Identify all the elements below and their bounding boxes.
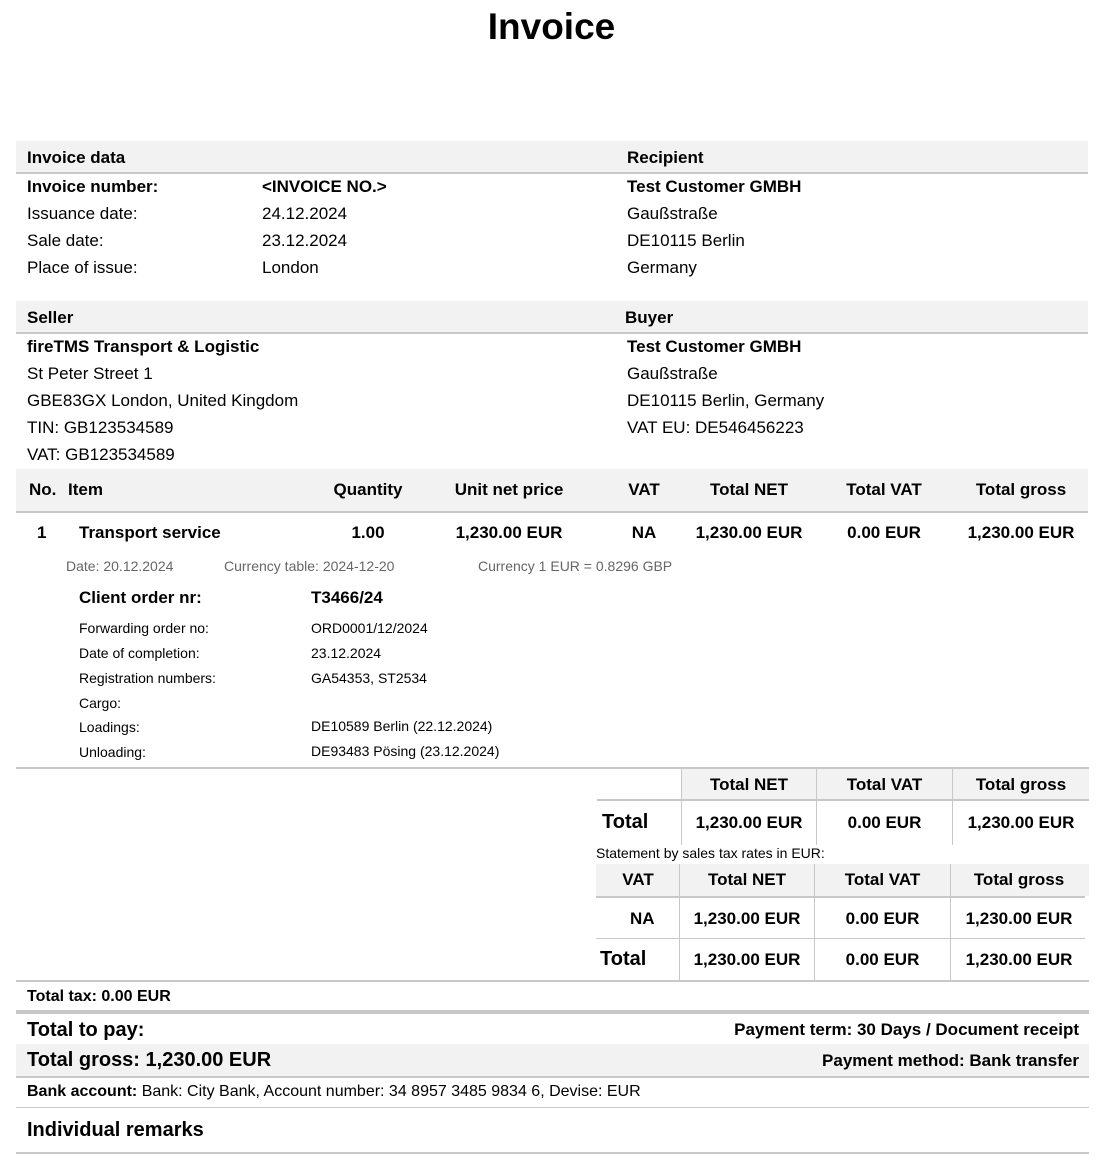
item-total-net: 1,230.00 EUR	[695, 523, 803, 542]
tax-total-gross: 1,230.00 EUR	[965, 950, 1073, 969]
col-header-total-vat: Total VAT	[846, 480, 922, 499]
item-unit-net-price: 1,230.00 EUR	[455, 523, 563, 542]
tax-header-vat: VAT	[622, 870, 654, 889]
recipient-country: Germany	[627, 258, 697, 277]
invoice-number-value: <INVOICE NO.>	[262, 177, 387, 196]
item-quantity: 1.00	[351, 523, 385, 542]
total-tax: Total tax: 0.00 EUR	[27, 988, 171, 1005]
sale-date-label: Sale date:	[27, 231, 104, 250]
invoice-data-heading: Invoice data	[27, 148, 126, 167]
tax-row-vat: NA	[630, 909, 655, 928]
seller-city: GBE83GX London, United Kingdom	[27, 391, 299, 410]
bank-account-value: Bank: City Bank, Account number: 34 8957 3485 9834 6, Devise: EUR	[137, 1083, 641, 1100]
completion-date-label: Date of completion:	[79, 645, 200, 661]
tax-row-vat-amount: 0.00 EUR	[845, 909, 920, 928]
unloading-label: Unloading:	[79, 744, 146, 760]
divider	[16, 332, 1088, 334]
completion-date-value: 23.12.2024	[311, 645, 382, 661]
buyer-heading: Buyer	[625, 308, 674, 327]
forwarding-order-value: ORD0001/12/2024	[311, 620, 428, 636]
col-header-total-net: Total NET	[709, 480, 789, 499]
item-total-vat: 0.00 EUR	[847, 523, 921, 542]
bank-account	[27, 1083, 641, 1101]
divider	[597, 799, 1089, 801]
unloading-value: DE93483 Pösing (23.12.2024)	[311, 743, 500, 759]
divider	[16, 980, 1089, 982]
registration-numbers-label: Registration numbers:	[79, 670, 216, 686]
seller-name: fireTMS Transport & Logistic	[27, 337, 260, 356]
tax-row-net: 1,230.00 EUR	[693, 909, 801, 928]
invoice-data-header-band	[16, 141, 1088, 172]
client-order-value: T3466/24	[311, 588, 383, 607]
col-header-item: Item	[68, 480, 103, 499]
issuance-date-label: Issuance date:	[27, 204, 138, 223]
divider	[596, 938, 1085, 939]
cargo-label: Cargo:	[79, 695, 122, 711]
divider	[16, 1076, 1089, 1078]
tax-statement-caption: Statement by sales tax rates in EUR:	[596, 845, 825, 861]
recipient-city: DE10115 Berlin	[627, 231, 745, 250]
tax-header-net: Total NET	[707, 870, 787, 889]
tax-total-net: 1,230.00 EUR	[693, 950, 801, 969]
divider	[16, 1152, 1089, 1154]
totals-label: Total	[602, 811, 649, 833]
total-to-pay-label: Total to pay:	[27, 1019, 145, 1041]
item-currency-table: Currency table: 2024-12-20	[224, 558, 395, 574]
tax-header-vat-amount: Total VAT	[844, 870, 921, 889]
divider	[596, 896, 1085, 898]
payment-term: Payment term: 30 Days / Document receipt	[734, 1020, 1079, 1039]
buyer-street: Gaußstraße	[627, 364, 718, 383]
invoice-number-label: Invoice number:	[27, 177, 159, 196]
item-currency-rate: Currency 1 EUR = 0.8296 GBP	[478, 558, 673, 574]
totals-gross: 1,230.00 EUR	[967, 813, 1075, 832]
totals-header-gross: Total gross	[975, 775, 1067, 794]
issuance-date-value: 24.12.2024	[262, 204, 348, 223]
totals-header-net: Total NET	[709, 775, 789, 794]
divider	[16, 1010, 1089, 1014]
payment-method: Payment method: Bank transfer	[822, 1051, 1079, 1070]
totals-net: 1,230.00 EUR	[695, 813, 803, 832]
col-header-no: No.	[29, 480, 57, 499]
forwarding-order-label: Forwarding order no:	[79, 620, 209, 636]
seller-heading: Seller	[27, 308, 74, 327]
item-date: Date: 20.12.2024	[66, 558, 174, 574]
seller-buyer-header-band	[16, 301, 1088, 332]
recipient-name: Test Customer GMBH	[627, 177, 802, 196]
divider	[16, 172, 1088, 174]
individual-remarks-heading: Individual remarks	[27, 1119, 204, 1141]
divider	[16, 1107, 1089, 1108]
tax-header-gross: Total gross	[973, 870, 1065, 889]
totals-vat: 0.00 EUR	[847, 813, 922, 832]
col-header-quantity: Quantity	[333, 480, 403, 499]
item-no: 1	[37, 523, 47, 542]
divider	[16, 511, 1088, 513]
client-order-label: Client order nr:	[79, 588, 202, 607]
recipient-heading: Recipient	[627, 148, 704, 167]
item-vat: NA	[631, 523, 657, 542]
bank-account-label: Bank account:	[27, 1083, 138, 1100]
tax-total-label: Total	[600, 948, 647, 970]
item-name: Transport service	[79, 523, 221, 542]
buyer-vat-eu: VAT EU: DE546456223	[627, 418, 804, 437]
sale-date-value: 23.12.2024	[262, 231, 348, 250]
col-header-vat: VAT	[628, 480, 660, 499]
place-of-issue-value: London	[262, 258, 319, 277]
tax-total-vat-amount: 0.00 EUR	[845, 950, 920, 969]
buyer-city: DE10115 Berlin, Germany	[627, 391, 825, 410]
page-title: Invoice	[487, 6, 616, 47]
col-header-total-gross: Total gross	[975, 480, 1067, 499]
loadings-value: DE10589 Berlin (22.12.2024)	[311, 718, 493, 734]
buyer-name: Test Customer GMBH	[627, 337, 802, 356]
recipient-street: Gaußstraße	[627, 204, 718, 223]
tax-row-gross: 1,230.00 EUR	[965, 909, 1073, 928]
seller-vat: VAT: GB123534589	[27, 445, 175, 464]
registration-numbers-value: GA54353, ST2534	[311, 670, 427, 686]
place-of-issue-label: Place of issue:	[27, 258, 138, 277]
loadings-label: Loadings:	[79, 719, 140, 735]
col-header-unit-net-price: Unit net price	[454, 480, 564, 499]
seller-tin: TIN: GB123534589	[27, 418, 174, 437]
item-total-gross: 1,230.00 EUR	[967, 523, 1075, 542]
seller-street: St Peter Street 1	[27, 364, 153, 383]
totals-header-vat: Total VAT	[846, 775, 923, 794]
total-gross: Total gross: 1,230.00 EUR	[27, 1049, 272, 1071]
